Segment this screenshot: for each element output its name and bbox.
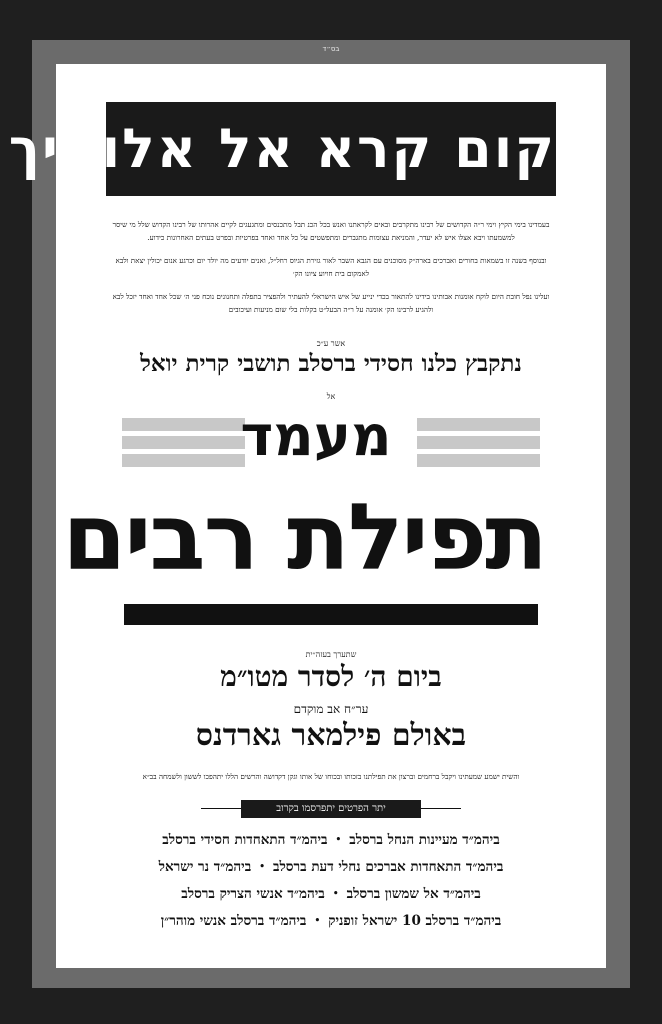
org-name: ביהמ״ד מעיינות הנחל ברסלב (349, 831, 500, 848)
separator-dot-icon: • (259, 861, 265, 872)
organizations-list (96, 826, 566, 934)
org-name: ביהמ״ד התאחדות חסידי ברסלב (162, 831, 328, 848)
org-name: ביהמ״ד ברסלב אנשי מוהר״ן (160, 912, 307, 929)
label-scheduled: שתערך בעזה״ית (305, 650, 357, 659)
org-row (96, 880, 566, 907)
event-date: ביום ה׳ לסדר מטו״מ (220, 660, 442, 693)
org-row (96, 907, 566, 934)
details-banner (201, 800, 461, 818)
intro-paragraph-2: ובנוסף בשנה זו בשמאות בחורים ואברכים בארה״ק מסוכנים עם הגבא השבר לאור גזירת הגיוס רחל״ל, ואנים יודעים מה יולד יום וכרגע אנום יכולין יצאת ולבא לאמקום בית חויוע ציונו הק׳ (115, 256, 547, 278)
label-el: אל (326, 392, 336, 401)
separator-dot-icon: • (314, 915, 321, 926)
event-venue: באולם פילמאר גארדנס (195, 718, 467, 753)
org-name: ביהמ״ד נר ישראל (158, 858, 252, 875)
decorative-stripes-right (417, 418, 540, 466)
intro-paragraph-1: בעמדינו בימי הקיץ וימי ר״ה הקדושים של רבינו מתקרבים ובאים לקראתנו ואנש בכל הכנ תבל מתכנסים ומתגעגים לקיים אהרותו של רבינו הקדוש שלל מי שיסר למשמעתו ויבא אצלו איש לא יעדר, והמניאת עצומות מתגברים ומתפשטים על כל אחד ואחד בפרטיות ובפרט בעתים האחרונות כידוע. (112, 220, 550, 242)
event-title-top: מעמד (240, 404, 392, 469)
poster-title: קום קרא אל אלוקיך (106, 102, 556, 196)
header-mark: בס״ד (322, 45, 340, 53)
org-row (96, 853, 566, 880)
org-name: ביהמ״ד התאחדות אברכים נחלי דעת ברסלב (272, 858, 504, 875)
org-row (96, 826, 566, 853)
org-name: ביהמ״ד אל שמשון ברסלב (346, 885, 481, 902)
details-label: יתר הפרטים יתפרסמו בקרוב (241, 800, 421, 818)
gather-line: נתקבץ כלנו חסידי ברסלב תושבי קרית יואל (140, 350, 522, 377)
title-underline-bar (124, 604, 538, 625)
event-title-main: תפילת רבים (62, 484, 546, 591)
org-name: ביהמ״ד ברסלב 10 ישראל זופניק (328, 912, 502, 929)
separator-dot-icon: • (335, 834, 342, 845)
org-name: ביהמ״ד אנשי הצריק ברסלב (181, 885, 325, 902)
label-asher-al-ken: אשר ע״כ (316, 339, 346, 348)
closing-paragraph: והשית ישמע שמעתינו ויקבל ברחמים וברצון את תפילתנו בזכותו ובכוחו של אותו וגקן דקדושה והרשים הללו יתהפכו לששון ולשמחה בב״א (142, 772, 520, 781)
separator-dot-icon: • (332, 888, 339, 899)
intro-paragraph-3: ועלינו נפל חובת היום לוקח אומנות אבותינו בידינו להתאור בכדי ינייע של איש הישראלי להעתיר ולהפציר בתפלה ותחנונים נוכח פני ה׳ שכל אחד ואחד יזכל לבא ולהגיע לרבינו הק׳ אומנה על ר״ה הבעל״ט בקלות בלי שום מניעות ועיכובים (112, 292, 550, 314)
event-time: ער״ח אב מוקדם (293, 702, 369, 716)
poster-sheet (8, 64, 606, 968)
